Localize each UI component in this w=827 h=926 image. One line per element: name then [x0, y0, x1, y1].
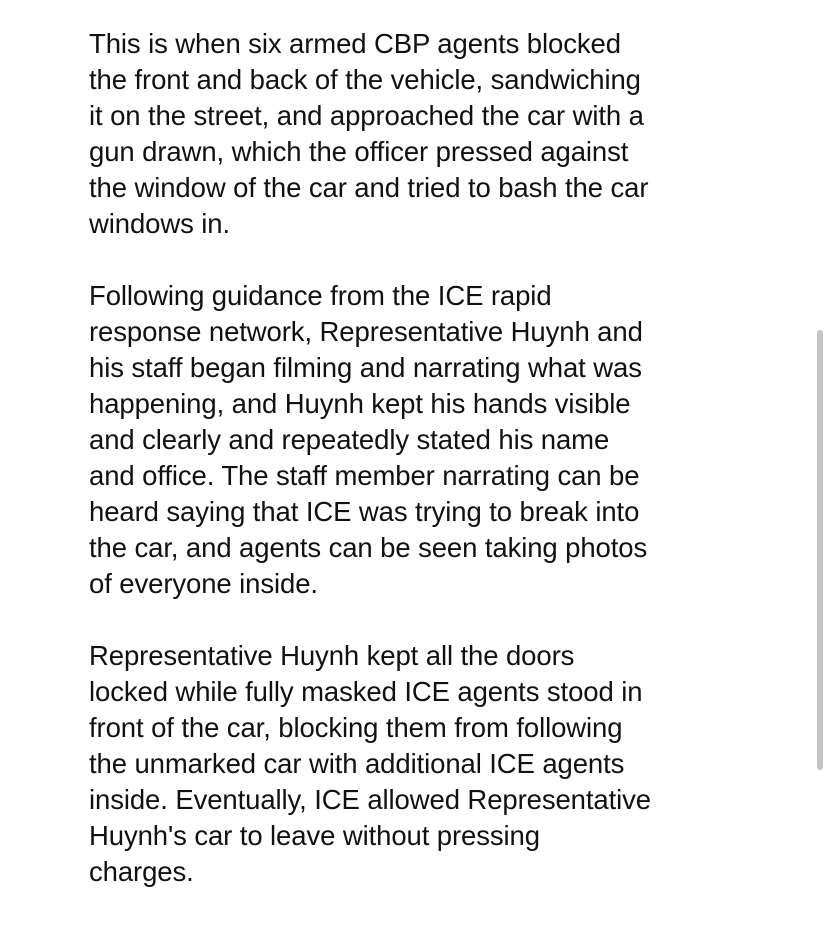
- vertical-scrollbar[interactable]: [817, 330, 823, 770]
- paragraph-filming: Following guidance from the ICE rapid response network, Representative Huynh and his staff began filming and narrating what was happening, and Huynh kept his hands visible and clearly and repeatedly stated his name and office. The staff member narrating can be heard saying that ICE was trying to break into the car, and agents can be seen taking photos of everyone inside.: [89, 280, 648, 599]
- article-body: [89, 26, 789, 890]
- paragraph-cbp-agents: This is when six armed CBP agents blocked the front and back of the vehicle, sandwiching it on the street, and approached the car with a gun drawn, which the officer pressed against the window of the car and tried to bash the car windows in.: [89, 28, 649, 239]
- paragraph-doors-locked: Representative Huynh kept all the doors locked while fully masked ICE agents stood in front of the car, blocking them from following the unmarked car with additional ICE agents inside. Eventually, ICE allowed Representative Huynh's car to leave without pressing charges.: [89, 640, 651, 887]
